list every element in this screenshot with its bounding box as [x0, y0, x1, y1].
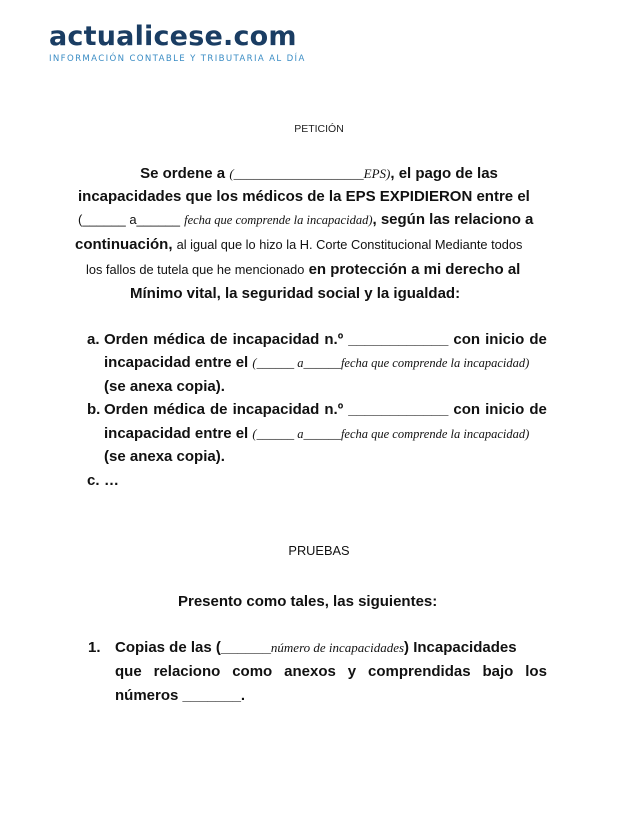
pruebas-item-line-2: que relaciono como anexos y comprendidas bajo los [115, 663, 547, 680]
peticion-line-1 [0, 165, 638, 182]
peticion-l3-b: fecha que comprende la incapacidad) [184, 213, 373, 227]
pruebas-item-label: 1. [88, 639, 101, 656]
site-logo [49, 22, 306, 64]
order-b-line-3: (se anexa copia). [104, 448, 225, 465]
pruebas-item-line-3: números _______. [115, 687, 246, 704]
pruebas-l1-a: Copias de las (______número de incapacidades) Incapacidades [115, 639, 517, 656]
peticion-l1-a: Se ordene a [140, 165, 226, 182]
peticion-l1-b: (____________________EPS) [229, 166, 391, 181]
peticion-l4-b: al igual que lo hizo la H. Corte Constitucional Mediante todos [176, 237, 523, 252]
order-a-label: a. [87, 331, 100, 348]
peticion-line-3 [78, 211, 546, 228]
pruebas-intro: Presento como tales, las siguientes: [178, 593, 438, 610]
peticion-line-2 [78, 188, 546, 205]
peticion-l4-a: continuación, [75, 236, 173, 253]
peticion-line-5 [86, 261, 546, 278]
order-b-label: b. [87, 401, 101, 418]
order-a-line-1: Orden médica de incapacidad n.º ____________ con inicio de [104, 331, 547, 348]
peticion-l2: incapacidades que los médicos de la EPS EXPIDIERON entre el [78, 188, 530, 205]
order-a-line-3: (se anexa copia). [104, 378, 225, 395]
peticion-l5-a: los fallos de tutela que he mencionado [86, 262, 305, 277]
peticion-heading: PETICIÓN [294, 123, 344, 135]
logo-subtitle: INFORMACIÓN CONTABLE Y TRIBUTARIA AL DÍA [49, 54, 306, 64]
order-b-line-1: Orden médica de incapacidad n.º ____________ con inicio de [104, 401, 547, 418]
peticion-l1-c: , el pago de las [390, 165, 498, 182]
order-b-line-2: incapacidad entre el (______ a______fecha que comprende la incapacidad) [104, 425, 530, 442]
peticion-l3-a: (______ a______ [78, 212, 180, 227]
pruebas-item-line-1 [115, 639, 547, 656]
order-c-text: … [104, 472, 119, 489]
pruebas-heading: PRUEBAS [288, 543, 350, 558]
logo-title: actualicese.com [49, 21, 297, 52]
peticion-line-6: Mínimo vital, la seguridad social y la igualdad: [130, 285, 461, 302]
peticion-l5-b: en protección a mi derecho al [308, 261, 521, 278]
order-c-label: c. [87, 472, 100, 489]
order-a-line-2: incapacidad entre el (______ a______fecha que comprende la incapacidad) [104, 354, 530, 371]
peticion-line-4 [75, 236, 545, 253]
peticion-l3-c: , según las relaciono a [372, 211, 534, 228]
